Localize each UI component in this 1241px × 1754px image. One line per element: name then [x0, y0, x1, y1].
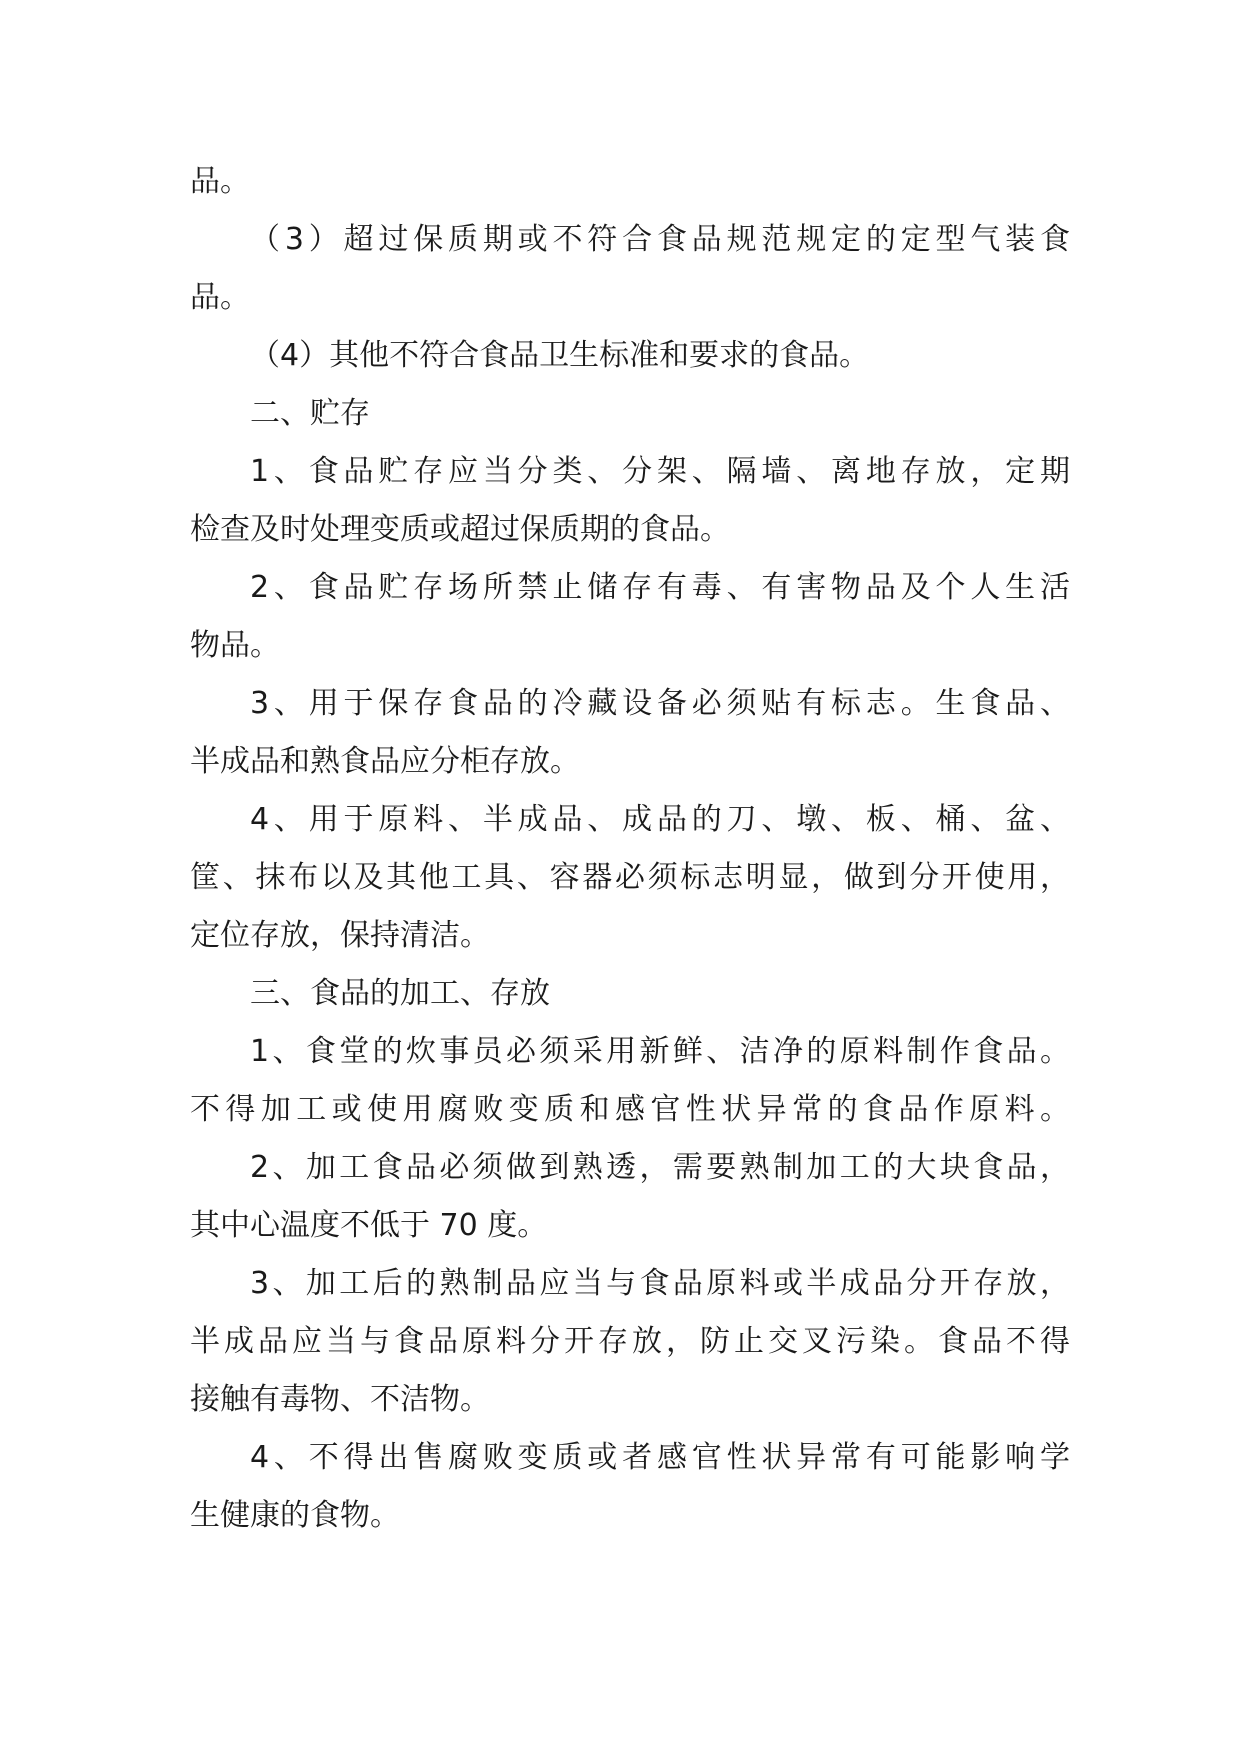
text-line: 3、用于保存食品的冷藏设备必须贴有标志。生食品、 [250, 686, 1070, 721]
text-line: （4）其他不符合食品卫生标准和要求的食品。 [250, 338, 870, 373]
text-line: 不得加工或使用腐败变质和感官性状异常的食品作原料。 [190, 1092, 1070, 1127]
text-line: 接触有毒物、不洁物。 [190, 1382, 490, 1417]
text-line: 生健康的食物。 [190, 1498, 400, 1533]
text-line: （3）超过保质期或不符合食品规范规定的定型气装食 [250, 222, 1070, 257]
text-line: 3、加工后的熟制品应当与食品原料或半成品分开存放， [250, 1266, 1070, 1301]
section-heading: 三、食品的加工、存放 [250, 976, 550, 1011]
text-line: 物品。 [190, 628, 280, 663]
text-line: 半成品应当与食品原料分开存放，防止交叉污染。食品不得 [190, 1324, 1070, 1359]
text-line: 4、不得出售腐败变质或者感官性状异常有可能影响学 [250, 1440, 1070, 1475]
text-line: 品。 [190, 280, 250, 315]
text-line: 4、用于原料、半成品、成品的刀、墩、板、桶、盆、 [250, 802, 1070, 837]
text-line: 定位存放，保持清洁。 [190, 918, 490, 953]
text-line: 筐、抹布以及其他工具、容器必须标志明显，做到分开使用， [190, 860, 1070, 895]
text-line: 其中心温度不低于 70 度。 [190, 1208, 548, 1243]
text-line: 2、加工食品必须做到熟透，需要熟制加工的大块食品， [250, 1150, 1070, 1185]
text-line: 品。 [190, 164, 250, 199]
text-line: 1、食堂的炊事员必须采用新鲜、洁净的原料制作食品。 [250, 1034, 1070, 1069]
section-heading: 二、贮存 [250, 396, 370, 431]
text-line: 半成品和熟食品应分柜存放。 [190, 744, 580, 779]
text-line: 2、食品贮存场所禁止储存有毒、有害物品及个人生活 [250, 570, 1070, 605]
text-line: 检查及时处理变质或超过保质期的食品。 [190, 512, 730, 547]
text-line: 1、食品贮存应当分类、分架、隔墙、离地存放，定期 [250, 454, 1070, 489]
